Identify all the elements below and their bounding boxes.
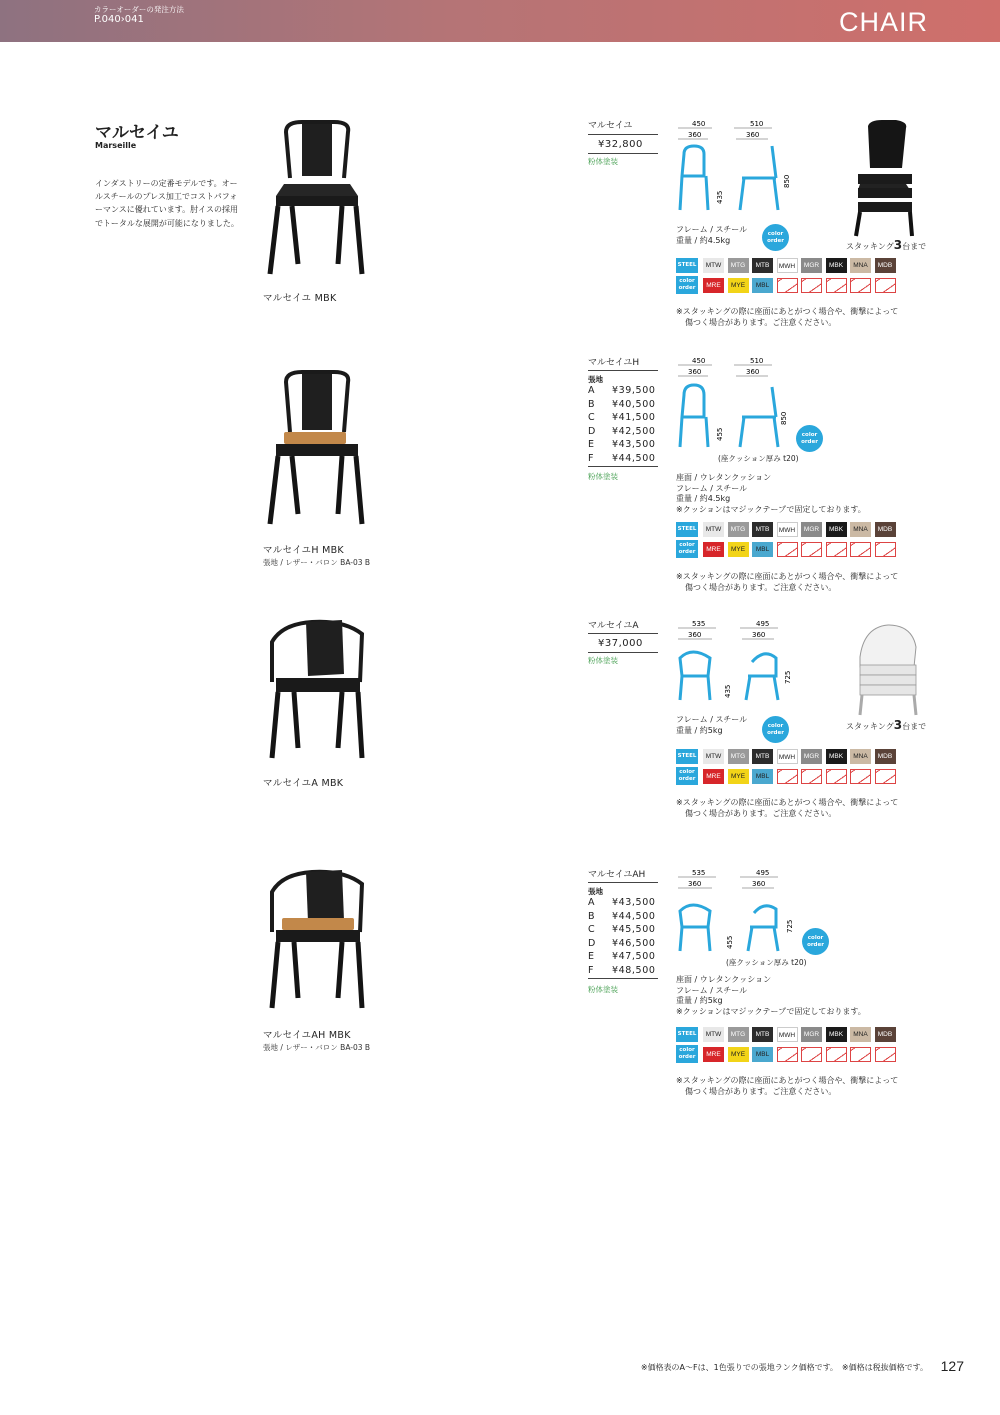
product-name: マルセイユA: [588, 621, 639, 631]
stacking-count: 3: [893, 238, 903, 252]
grade-row: [588, 452, 656, 466]
color-swatch[interactable]: MWH: [777, 522, 798, 537]
color-swatches: [676, 258, 896, 294]
stacking-photo: [854, 617, 920, 717]
grade-row: [588, 923, 656, 937]
dim-depth: 510: [750, 120, 764, 128]
grade-price-table: [588, 896, 656, 977]
spec-cushion-note: ※クッションはマジックテープで固定しております。: [676, 504, 866, 514]
grade-row: [588, 937, 656, 951]
name-divider: [588, 134, 658, 135]
color-swatch[interactable]: MWH: [777, 749, 798, 764]
upholstery-note: 張地 / レザー・バロン BA-03 B: [263, 1043, 371, 1052]
grade-divider: [588, 978, 658, 979]
dim-depth: 510: [750, 357, 764, 365]
color-swatch[interactable]: MTG: [728, 522, 749, 537]
unavailable-swatch: [801, 542, 822, 557]
color-swatch[interactable]: MBK: [826, 1027, 847, 1042]
name-divider: [588, 633, 658, 634]
grade-row: [588, 398, 656, 412]
product-specs: [676, 715, 747, 736]
dimension-drawing: [672, 618, 802, 714]
grade: B: [588, 910, 596, 922]
color-swatch[interactable]: MRE: [703, 278, 724, 293]
color-swatch[interactable]: MYE: [728, 542, 749, 557]
unavailable-swatch: [777, 1047, 798, 1062]
color-order-label: color order: [676, 1045, 698, 1063]
color-order-label: color order: [676, 276, 698, 294]
grade-price: ¥47,500: [612, 951, 656, 962]
grade-row: [588, 425, 656, 439]
color-swatches: [676, 749, 896, 785]
color-swatch[interactable]: MDB: [875, 258, 896, 273]
dim-width: 535: [692, 869, 706, 877]
dim-seat-depth: 360: [746, 368, 760, 376]
unavailable-swatch: [875, 278, 896, 293]
grade-row: [588, 438, 656, 452]
unavailable-swatch: [777, 542, 798, 557]
grade-row: [588, 896, 656, 910]
product-name: マルセイユAH: [588, 870, 646, 880]
name-divider: [588, 882, 658, 883]
dim-seat-depth: 360: [746, 131, 760, 139]
spec-seat: 座面 / ウレタンクッション: [676, 473, 772, 482]
product-price: ¥32,800: [598, 139, 643, 150]
grade-price: ¥42,500: [612, 425, 656, 437]
unavailable-swatch: [826, 1047, 847, 1062]
product-name: マルセイユH: [588, 358, 640, 368]
chair-photo: [262, 368, 372, 528]
color-swatch[interactable]: MRE: [703, 1047, 724, 1062]
series-subtitle: Marseille: [95, 141, 137, 150]
dim-seat-depth: 360: [752, 631, 766, 639]
grade-price: ¥46,500: [612, 937, 656, 949]
grade: D: [588, 425, 596, 437]
stacking-count: 3: [893, 718, 903, 732]
unavailable-swatch: [875, 769, 896, 784]
color-order-label: color order: [676, 767, 698, 785]
grade: E: [588, 439, 595, 450]
caution-line-2: 傷つく場合があります。ご注意ください。: [685, 1087, 837, 1096]
color-swatch[interactable]: MBK: [826, 522, 847, 537]
dim-width: 450: [692, 357, 706, 365]
color-swatch[interactable]: MGR: [801, 749, 822, 764]
dim-seat-height: 435: [724, 684, 732, 698]
finish-type: 粉体塗装: [588, 157, 618, 166]
unavailable-swatch: [826, 278, 847, 293]
spec-frame: フレーム / スチール: [676, 483, 748, 493]
stacking-photo: [850, 118, 916, 238]
upholstery-note: 張地 / レザー・バロン BA-03 B: [263, 558, 371, 567]
name-divider: [588, 370, 658, 371]
unavailable-swatch: [801, 1047, 822, 1062]
unavailable-swatch: [850, 769, 871, 784]
grade: C: [588, 412, 596, 423]
dimension-drawing: [672, 118, 802, 214]
product-name: マルセイユ: [588, 121, 633, 131]
stacking-suffix: 台まで: [902, 722, 927, 731]
category-title: CHAIR: [838, 7, 928, 37]
spec-weight: 重量 / 約5kg: [676, 725, 723, 735]
finish-type: 粉体塗装: [588, 656, 618, 665]
color-swatch[interactable]: MYE: [728, 1047, 749, 1062]
caution-line-2: 傷つく場合があります。ご注意ください。: [685, 318, 837, 327]
dim-seat-width: 360: [688, 131, 702, 139]
grade-price: ¥43,500: [612, 897, 656, 908]
steel-label: STEEL: [676, 1027, 698, 1042]
color-swatch[interactable]: MYE: [728, 278, 749, 293]
spec-frame: フレーム / スチール: [676, 715, 748, 724]
color-order-badge: color order: [802, 928, 829, 955]
dim-height: 725: [786, 919, 794, 933]
reference-pages: P.040›041: [94, 14, 144, 25]
steel-label: STEEL: [676, 522, 698, 537]
grade-price: ¥43,500: [612, 439, 656, 450]
color-swatch[interactable]: MNA: [850, 258, 871, 273]
color-swatch[interactable]: MNA: [850, 749, 871, 764]
reference-label: カラーオーダーの発注方法: [94, 5, 184, 14]
product-caption: マルセイユA MBK: [263, 778, 344, 789]
color-swatch[interactable]: MBL: [752, 542, 773, 557]
color-swatch[interactable]: MTB: [752, 522, 773, 537]
color-order-badge: color order: [762, 224, 789, 251]
grade-price: ¥48,500: [612, 964, 656, 976]
color-swatch[interactable]: MGR: [801, 1027, 822, 1042]
chair-photo: [262, 612, 372, 762]
grade-heading: 張地: [588, 375, 603, 384]
stacking-note: [846, 238, 926, 252]
unavailable-swatch: [875, 542, 896, 557]
steel-label: STEEL: [676, 258, 698, 273]
cushion-thickness: (座クッション厚み t20): [726, 958, 807, 967]
color-swatch[interactable]: MYE: [728, 769, 749, 784]
color-swatch[interactable]: MTB: [752, 1027, 773, 1042]
color-order-reference[interactable]: [94, 5, 184, 25]
color-swatch[interactable]: MBK: [826, 749, 847, 764]
color-swatch[interactable]: MTW: [703, 1027, 724, 1042]
grade-row: [588, 964, 656, 978]
color-swatch[interactable]: MTG: [728, 258, 749, 273]
color-swatch[interactable]: MRE: [703, 769, 724, 784]
color-swatch[interactable]: MBK: [826, 258, 847, 273]
unavailable-swatch: [826, 769, 847, 784]
footer-note: ※価格表のA～Fは、1色張りでの張地ランク価格です。 ※価格は税抜価格です。: [640, 1363, 928, 1372]
color-swatch[interactable]: MGR: [801, 522, 822, 537]
dim-seat-width: 360: [688, 368, 702, 376]
dim-depth: 495: [756, 620, 770, 628]
color-swatches: [676, 522, 896, 558]
grade-divider: [588, 466, 658, 467]
color-swatch[interactable]: MNA: [850, 1027, 871, 1042]
dim-seat-height: 455: [726, 935, 734, 949]
color-swatch[interactable]: MDB: [875, 522, 896, 537]
color-swatch[interactable]: MWH: [777, 258, 798, 273]
product-specs: [676, 975, 866, 1017]
color-swatch[interactable]: MTG: [728, 749, 749, 764]
steel-label: STEEL: [676, 749, 698, 764]
spec-cushion-note: ※クッションはマジックテープで固定しております。: [676, 1006, 866, 1016]
dim-height: 850: [783, 174, 791, 188]
spec-frame: フレーム / スチール: [676, 985, 748, 995]
grade: D: [588, 937, 596, 949]
spec-seat: 座面 / ウレタンクッション: [676, 975, 772, 984]
spec-frame: フレーム / スチール: [676, 225, 748, 234]
grade-price: ¥41,500: [612, 412, 656, 423]
product-caption: マルセイユ MBK: [263, 293, 337, 304]
unavailable-swatch: [850, 1047, 871, 1062]
caution-line-1: ※スタッキングの際に座面にあとがつく場合や、衝撃によって: [676, 572, 899, 581]
dim-seat-width: 360: [688, 880, 702, 888]
dim-seat-width: 360: [688, 631, 702, 639]
chair-photo: [262, 118, 372, 278]
color-order-badge: color order: [796, 425, 823, 452]
finish-type: 粉体塗装: [588, 985, 618, 994]
grade: A: [588, 385, 596, 396]
color-swatch[interactable]: MDB: [875, 1027, 896, 1042]
unavailable-swatch: [801, 769, 822, 784]
stacking-caution: [676, 306, 898, 328]
color-swatch[interactable]: MGR: [801, 258, 822, 273]
product-caption: マルセイユH MBK: [263, 545, 344, 556]
color-order-label: color order: [676, 540, 698, 558]
price-divider: [588, 652, 658, 653]
grade-price-table: [588, 384, 656, 465]
dim-seat-height: 435: [716, 190, 724, 204]
grade-row: [588, 950, 656, 964]
grade-heading: 張地: [588, 887, 603, 896]
color-swatch[interactable]: MTW: [703, 749, 724, 764]
color-swatch[interactable]: MBL: [752, 769, 773, 784]
product-price: ¥37,000: [598, 638, 643, 649]
caution-line-1: ※スタッキングの際に座面にあとがつく場合や、衝撃によって: [676, 1076, 899, 1085]
unavailable-swatch: [826, 542, 847, 557]
grade-price: ¥40,500: [612, 398, 656, 410]
color-swatch[interactable]: MTW: [703, 258, 724, 273]
unavailable-swatch: [801, 278, 822, 293]
cushion-thickness: (座クッション厚み t20): [718, 454, 799, 463]
dim-seat-height: 455: [716, 427, 724, 441]
stacking-caution: [676, 571, 898, 593]
caution-line-1: ※スタッキングの際に座面にあとがつく場合や、衝撃によって: [676, 798, 899, 807]
color-swatch[interactable]: MTG: [728, 1027, 749, 1042]
unavailable-swatch: [850, 278, 871, 293]
stacking-label: スタッキング: [846, 242, 894, 251]
series-description: インダストリーの定番モデルです。オールスチールのプレス加工でコストパフォーマンスに優れています。肘イスの採用でトータルな展開が可能になりました。: [95, 179, 239, 228]
chair-photo: [262, 862, 372, 1012]
dim-height: 725: [784, 670, 792, 684]
grade: A: [588, 897, 596, 908]
dimension-drawing: [672, 355, 802, 451]
spec-weight: 重量 / 約5kg: [676, 996, 723, 1005]
grade-row: [588, 411, 656, 425]
grade-price: ¥39,500: [612, 385, 656, 396]
price-divider: [588, 153, 658, 154]
color-swatch[interactable]: MTB: [752, 258, 773, 273]
color-swatch[interactable]: MTW: [703, 522, 724, 537]
unavailable-swatch: [777, 769, 798, 784]
product-specs: [676, 473, 866, 515]
stacking-label: スタッキング: [846, 722, 894, 731]
unavailable-swatch: [777, 278, 798, 293]
grade: C: [588, 924, 596, 935]
color-swatches: [676, 1027, 896, 1063]
dim-width: 450: [692, 120, 706, 128]
finish-type: 粉体塗装: [588, 472, 618, 481]
page-number: 127: [940, 1358, 964, 1374]
caution-line-2: 傷つく場合があります。ご注意ください。: [685, 809, 837, 818]
caution-line-2: 傷つく場合があります。ご注意ください。: [685, 583, 837, 592]
color-order-badge: color order: [762, 716, 789, 743]
unavailable-swatch: [875, 1047, 896, 1062]
stacking-suffix: 台まで: [902, 242, 927, 251]
dim-height: 850: [780, 411, 788, 425]
spec-weight: 重量 / 約4.5kg: [676, 494, 731, 503]
grade-price: ¥44,500: [612, 910, 656, 922]
dim-seat-depth: 360: [752, 880, 766, 888]
caution-line-1: ※スタッキングの際に座面にあとがつく場合や、衝撃によって: [676, 307, 899, 316]
series-title: マルセイユ: [95, 123, 179, 143]
color-swatch[interactable]: MNA: [850, 522, 871, 537]
stacking-note: [846, 718, 926, 732]
color-swatch[interactable]: MBL: [752, 278, 773, 293]
color-swatch[interactable]: MBL: [752, 1047, 773, 1062]
product-caption: マルセイユAH MBK: [263, 1030, 351, 1041]
grade: F: [588, 964, 595, 976]
color-swatch[interactable]: MTB: [752, 749, 773, 764]
product-specs: [676, 225, 747, 246]
color-swatch[interactable]: MRE: [703, 542, 724, 557]
grade: E: [588, 951, 595, 962]
dimension-drawing: [672, 867, 802, 963]
stacking-caution: [676, 1075, 898, 1097]
color-swatch[interactable]: MDB: [875, 749, 896, 764]
grade-price: ¥44,500: [612, 452, 656, 464]
spec-weight: 重量 / 約4.5kg: [676, 235, 731, 245]
grade-price: ¥45,500: [612, 924, 656, 935]
color-swatch[interactable]: MWH: [777, 1027, 798, 1042]
grade-row: [588, 910, 656, 924]
dim-depth: 495: [756, 869, 770, 877]
dim-width: 535: [692, 620, 706, 628]
grade-row: [588, 384, 656, 398]
stacking-caution: [676, 797, 898, 819]
page-header: [0, 0, 1000, 42]
unavailable-swatch: [850, 542, 871, 557]
grade: F: [588, 452, 595, 464]
grade: B: [588, 398, 596, 410]
